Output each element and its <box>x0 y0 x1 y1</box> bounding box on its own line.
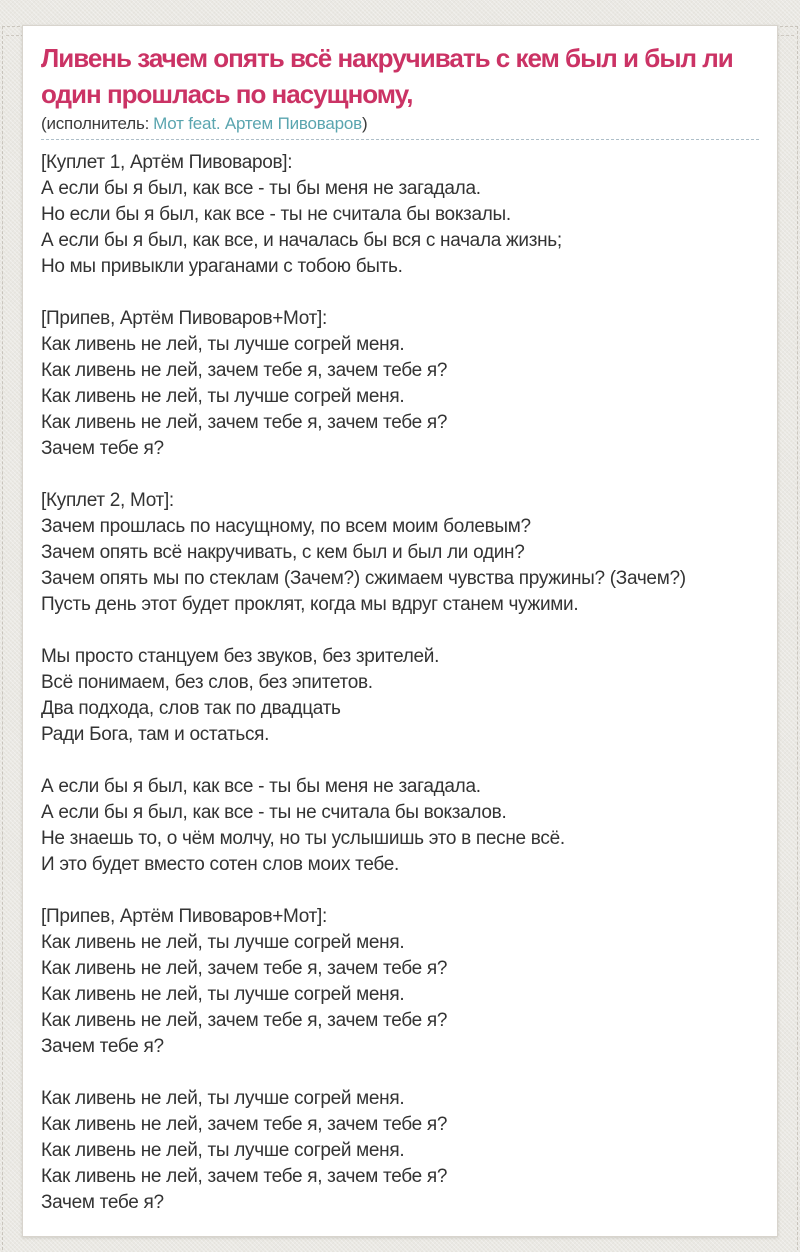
lyric-line: Как ливень не лей, ты лучше согрей меня. <box>41 1088 405 1109</box>
lyric-line: Как ливень не лей, ты лучше согрей меня. <box>41 386 405 407</box>
lyric-line: Как ливень не лей, ты лучше согрей меня. <box>41 932 405 953</box>
lyric-line: [Припев, Артём Пивоваров+Мот]: <box>41 308 327 329</box>
lyric-line: Как ливень не лей, зачем тебе я, зачем тебе я? <box>41 1166 448 1187</box>
lyric-line: Мы просто станцуем без звуков, без зрителей. <box>41 646 440 667</box>
lyric-line: Как ливень не лей, зачем тебе я, зачем тебе я? <box>41 1114 448 1135</box>
song-title: Ливень зачем опять всё накручивать с кем был и был ли один прошлась по насущному, <box>41 43 733 109</box>
lyric-line: Как ливень не лей, зачем тебе я, зачем тебе я? <box>41 1010 448 1031</box>
lyric-line: Как ливень не лей, ты лучше согрей меня. <box>41 1140 405 1161</box>
lyric-line: [Припев, Артём Пивоваров+Мот]: <box>41 906 327 927</box>
lyric-line-blank <box>41 878 759 904</box>
lyric-line: [Куплет 2, Мот]: <box>41 490 174 511</box>
lyric-line-blank <box>41 1060 759 1086</box>
lyric-line: Зачем прошлась по насущному, по всем моим болевым? <box>41 516 531 537</box>
lyric-line: А если бы я был, как все - ты бы меня не загадала. <box>41 776 481 797</box>
lyric-line: Зачем тебе я? <box>41 1036 164 1057</box>
lyric-line: Как ливень не лей, зачем тебе я, зачем тебе я? <box>41 412 448 433</box>
lyric-line: Зачем тебе я? <box>41 1192 164 1213</box>
lyric-line-blank <box>41 618 759 644</box>
lyric-line: А если бы я был, как все, и началась бы вся с начала жизнь; <box>41 230 562 251</box>
lyric-line: Но мы привыкли ураганами с тобою быть. <box>41 256 403 277</box>
lyric-line: Зачем тебе я? <box>41 438 164 459</box>
lyrics-text <box>41 150 759 1216</box>
lyric-line: А если бы я был, как все - ты не считала бы вокзалов. <box>41 802 507 823</box>
lyric-line: Как ливень не лей, ты лучше согрей меня. <box>41 334 405 355</box>
lyric-line: [Куплет 1, Артём Пивоваров]: <box>41 152 293 173</box>
lyric-line-blank <box>41 280 759 306</box>
lyric-line: Ради Бога, там и остаться. <box>41 724 270 745</box>
lyric-line: Не знаешь то, о чём молчу, но ты услышишь это в песне всё. <box>41 828 565 849</box>
lyric-line: Как ливень не лей, зачем тебе я, зачем тебе я? <box>41 360 448 381</box>
artist-close-paren: ) <box>362 114 368 133</box>
lyric-line-blank <box>41 748 759 774</box>
artist-label: (исполнитель: <box>41 114 150 133</box>
lyric-line: Как ливень не лей, ты лучше согрей меня. <box>41 984 405 1005</box>
lyric-line: Пусть день этот будет проклят, когда мы вдруг станем чужими. <box>41 594 579 615</box>
lyric-line: Зачем опять всё накручивать, с кем был и был ли один? <box>41 542 525 563</box>
artist-row <box>41 114 759 140</box>
lyric-line: Но если бы я был, как все - ты не считала бы вокзалы. <box>41 204 511 225</box>
artist-link[interactable]: Мот feat. Артем Пивоваров <box>153 114 363 133</box>
lyric-line: И это будет вместо сотен слов моих тебе. <box>41 854 400 875</box>
lyric-line: А если бы я был, как все - ты бы меня не загадала. <box>41 178 481 199</box>
lyric-line-blank <box>41 462 759 488</box>
lyric-line: Два подхода, слов так по двадцать <box>41 698 341 719</box>
lyrics-card <box>22 25 778 1237</box>
lyric-line: Всё понимаем, без слов, без эпитетов. <box>41 672 373 693</box>
lyric-line: Как ливень не лей, зачем тебе я, зачем тебе я? <box>41 958 448 979</box>
lyric-line: Зачем опять мы по стеклам (Зачем?) сжимаем чувства пружины? (Зачем?) <box>41 568 686 589</box>
